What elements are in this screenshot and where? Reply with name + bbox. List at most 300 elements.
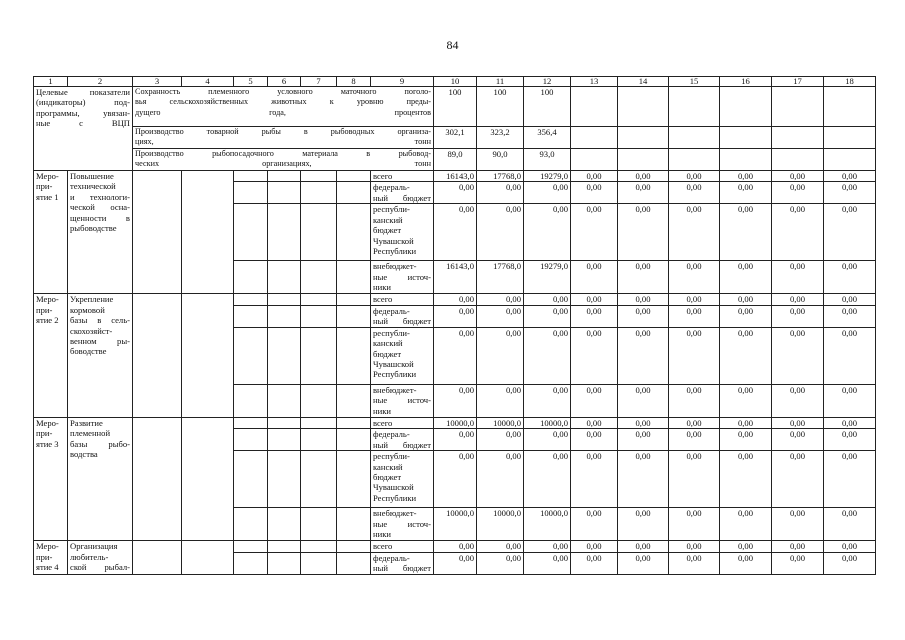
empty-cell xyxy=(234,451,268,508)
funding-value: 0,00 xyxy=(434,204,477,261)
funding-value: 0,00 xyxy=(669,384,720,417)
funding-value: 0,00 xyxy=(571,204,618,261)
target-description-line: Производство товарной рыбы в рыбоводных организа- xyxy=(135,127,431,136)
funding-value: 0,00 xyxy=(772,429,824,451)
empty-cell xyxy=(301,552,337,574)
funding-value: 0,00 xyxy=(524,552,571,574)
funding-value: 0,00 xyxy=(477,451,524,508)
funding-source-line: бюджет xyxy=(373,472,402,483)
funding-source-line: ные источ- xyxy=(373,271,431,282)
funding-source-line: внебюджет- xyxy=(373,261,417,272)
column-number: 3 xyxy=(133,77,182,87)
funding-source-line: ный бюджет xyxy=(373,563,431,574)
empty-cell xyxy=(234,171,268,182)
funding-value: 0,00 xyxy=(824,327,876,384)
funding-value: 0,00 xyxy=(618,429,669,451)
funding-value: 0,00 xyxy=(618,327,669,384)
funding-value: 0,00 xyxy=(772,305,824,327)
funding-value: 10000,0 xyxy=(524,417,571,428)
measure-id-line: Меро- xyxy=(36,417,59,428)
measure-name xyxy=(68,294,133,417)
measure-name-line: базы в сель- xyxy=(70,315,130,326)
funding-row xyxy=(34,294,876,305)
funding-value: 0,00 xyxy=(618,508,669,541)
funding-row xyxy=(34,171,876,182)
funding-value: 0,00 xyxy=(720,305,772,327)
funding-value: 0,00 xyxy=(669,305,720,327)
funding-value: 16143,0 xyxy=(434,261,477,294)
empty-cell xyxy=(301,305,337,327)
funding-value: 0,00 xyxy=(669,552,720,574)
funding-row xyxy=(34,541,876,552)
empty-cell xyxy=(720,149,772,171)
empty-cell xyxy=(337,552,371,574)
target-description xyxy=(133,149,434,171)
target-value: 100 xyxy=(434,87,477,127)
target-description-line: Производство рыбопосадочного материала в рыбовод- xyxy=(135,149,431,158)
empty-cell xyxy=(268,182,301,204)
funding-source-line: федераль- xyxy=(373,552,410,563)
funding-source-line: бюджет xyxy=(373,348,402,359)
measure-name-line: кормовой xyxy=(70,304,105,315)
funding-value: 19279,0 xyxy=(524,171,571,182)
funding-source xyxy=(371,508,434,541)
target-description xyxy=(133,127,434,149)
empty-cell xyxy=(301,204,337,261)
funding-value: 0,00 xyxy=(618,305,669,327)
empty-cell xyxy=(268,541,301,552)
funding-value: 0,00 xyxy=(618,541,669,552)
empty-cell xyxy=(337,541,371,552)
funding-value: 0,00 xyxy=(772,182,824,204)
empty-cell xyxy=(268,552,301,574)
funding-value: 19279,0 xyxy=(524,261,571,294)
funding-value: 0,00 xyxy=(669,294,720,305)
funding-source-line: федераль- xyxy=(373,182,410,193)
funding-value: 0,00 xyxy=(434,294,477,305)
funding-value: 0,00 xyxy=(524,384,571,417)
funding-value: 0,00 xyxy=(720,541,772,552)
measure-name-line: Повышение xyxy=(70,171,114,181)
funding-value: 0,00 xyxy=(618,261,669,294)
empty-cell xyxy=(772,127,824,149)
funding-source xyxy=(371,182,434,204)
funding-value: 0,00 xyxy=(824,294,876,305)
empty-cell xyxy=(301,261,337,294)
funding-value: 17768,0 xyxy=(477,261,524,294)
funding-value: 0,00 xyxy=(669,204,720,261)
funding-value: 0,00 xyxy=(571,261,618,294)
empty-cell xyxy=(824,149,876,171)
funding-value: 0,00 xyxy=(477,541,524,552)
measure-name xyxy=(68,171,133,294)
funding-value: 0,00 xyxy=(571,552,618,574)
funding-value: 0,00 xyxy=(824,508,876,541)
target-value: 100 xyxy=(524,87,571,127)
funding-value: 0,00 xyxy=(669,541,720,552)
empty-cell xyxy=(669,149,720,171)
funding-value: 0,00 xyxy=(434,552,477,574)
target-value: 302,1 xyxy=(434,127,477,149)
column-number: 2 xyxy=(68,77,133,87)
target-label-line: программы, увязан- xyxy=(36,107,130,118)
column-number: 10 xyxy=(434,77,477,87)
target-label xyxy=(34,87,133,171)
empty-cell xyxy=(268,327,301,384)
funding-value: 0,00 xyxy=(772,261,824,294)
measure-name-line: щенности в xyxy=(70,212,130,223)
measure-name xyxy=(68,541,133,574)
funding-value: 0,00 xyxy=(669,508,720,541)
empty-cell xyxy=(234,294,268,305)
target-value: 90,0 xyxy=(477,149,524,171)
funding-source-line: Республики xyxy=(373,369,417,380)
column-number: 1 xyxy=(34,77,68,87)
column-number: 4 xyxy=(182,77,234,87)
funding-value: 0,00 xyxy=(571,327,618,384)
funding-source xyxy=(371,541,434,552)
funding-value: 0,00 xyxy=(720,552,772,574)
funding-value: 0,00 xyxy=(477,305,524,327)
measure-name-line: боводстве xyxy=(70,346,107,357)
funding-value: 0,00 xyxy=(772,171,824,182)
measure-id xyxy=(34,294,68,417)
empty-cell xyxy=(234,204,268,261)
column-number: 16 xyxy=(720,77,772,87)
funding-source xyxy=(371,305,434,327)
column-number: 12 xyxy=(524,77,571,87)
measure-name xyxy=(68,417,133,540)
funding-value: 0,00 xyxy=(720,384,772,417)
empty-cell xyxy=(772,149,824,171)
funding-source xyxy=(371,204,434,261)
empty-cell xyxy=(268,261,301,294)
funding-value: 0,00 xyxy=(669,429,720,451)
funding-value: 0,00 xyxy=(571,182,618,204)
funding-value: 0,00 xyxy=(720,261,772,294)
funding-value: 0,00 xyxy=(720,327,772,384)
measure-name-line: технической xyxy=(70,181,116,192)
empty-cell xyxy=(337,305,371,327)
funding-value: 0,00 xyxy=(571,294,618,305)
empty-cell xyxy=(618,127,669,149)
target-label-line: ные с ВЦП xyxy=(36,118,130,129)
funding-value: 0,00 xyxy=(434,541,477,552)
empty-cell xyxy=(234,182,268,204)
measure-id-line: при- xyxy=(36,428,53,439)
funding-value: 0,00 xyxy=(434,384,477,417)
empty-cell xyxy=(234,541,268,552)
target-description-line: Сохранность племенного условного маточного поголо- xyxy=(135,87,431,96)
measure-name-line: Укрепление xyxy=(70,294,114,305)
funding-value: 10000,0 xyxy=(477,508,524,541)
funding-value: 0,00 xyxy=(772,384,824,417)
empty-cell xyxy=(234,305,268,327)
empty-cell xyxy=(720,87,772,127)
target-description-line: ческих организациях, тонн xyxy=(135,159,431,169)
funding-value: 0,00 xyxy=(772,294,824,305)
empty-cell xyxy=(669,87,720,127)
column-number: 18 xyxy=(824,77,876,87)
funding-value: 0,00 xyxy=(477,429,524,451)
funding-source-line: ные источ- xyxy=(373,395,431,406)
column-number: 9 xyxy=(371,77,434,87)
column-number-row xyxy=(34,77,876,87)
target-label-line: (индикаторы) под- xyxy=(36,97,130,108)
empty-cell xyxy=(669,127,720,149)
empty-cell xyxy=(268,451,301,508)
funding-value: 0,00 xyxy=(669,451,720,508)
empty-cell xyxy=(301,508,337,541)
funding-value: 0,00 xyxy=(524,541,571,552)
funding-value: 10000,0 xyxy=(477,417,524,428)
funding-value: 0,00 xyxy=(824,261,876,294)
empty-cell xyxy=(268,508,301,541)
empty-cell xyxy=(182,541,234,574)
target-value: 100 xyxy=(477,87,524,127)
funding-value: 0,00 xyxy=(772,552,824,574)
funding-value: 0,00 xyxy=(772,417,824,428)
funding-value: 0,00 xyxy=(720,171,772,182)
funding-value: 0,00 xyxy=(772,451,824,508)
measure-id-line: ятие 2 xyxy=(36,315,59,326)
funding-value: 0,00 xyxy=(669,417,720,428)
funding-value: 0,00 xyxy=(772,327,824,384)
funding-value: 0,00 xyxy=(618,182,669,204)
empty-cell xyxy=(720,127,772,149)
funding-value: 0,00 xyxy=(477,182,524,204)
target-row xyxy=(34,149,876,171)
measure-name-line: скохозяйст- xyxy=(70,325,113,336)
funding-value: 0,00 xyxy=(824,417,876,428)
empty-cell xyxy=(182,171,234,294)
empty-cell xyxy=(337,261,371,294)
funding-source-line: ный бюджет xyxy=(373,316,431,327)
funding-value: 0,00 xyxy=(824,204,876,261)
empty-cell xyxy=(133,171,182,294)
funding-source-line: Чувашской xyxy=(373,359,414,370)
empty-cell xyxy=(571,127,618,149)
funding-source xyxy=(371,552,434,574)
funding-value: 0,00 xyxy=(524,327,571,384)
funding-value: 0,00 xyxy=(477,384,524,417)
column-number: 14 xyxy=(618,77,669,87)
empty-cell xyxy=(337,182,371,204)
column-number: 6 xyxy=(268,77,301,87)
funding-value: 0,00 xyxy=(524,294,571,305)
funding-value: 0,00 xyxy=(571,429,618,451)
funding-source-line: канский xyxy=(373,338,403,349)
funding-source xyxy=(371,171,434,182)
funding-value: 0,00 xyxy=(434,182,477,204)
empty-cell xyxy=(301,451,337,508)
funding-value: 0,00 xyxy=(618,294,669,305)
empty-cell xyxy=(337,451,371,508)
funding-value: 0,00 xyxy=(618,417,669,428)
funding-value: 0,00 xyxy=(824,552,876,574)
column-number: 13 xyxy=(571,77,618,87)
funding-value: 0,00 xyxy=(772,204,824,261)
funding-value: 0,00 xyxy=(477,327,524,384)
measure-id-line: Меро- xyxy=(36,294,59,305)
funding-value: 0,00 xyxy=(824,182,876,204)
funding-value: 0,00 xyxy=(669,261,720,294)
funding-source-line: Республики xyxy=(373,246,417,257)
funding-source-line: ный бюджет xyxy=(373,439,431,450)
measure-id xyxy=(34,171,68,294)
measure-id xyxy=(34,417,68,540)
measure-id-line: Меро- xyxy=(36,171,59,181)
empty-cell xyxy=(234,552,268,574)
empty-cell xyxy=(301,541,337,552)
funding-value: 0,00 xyxy=(669,182,720,204)
empty-cell xyxy=(268,305,301,327)
funding-source-line: Республики xyxy=(373,492,417,503)
funding-source xyxy=(371,384,434,417)
page-number: 84 xyxy=(446,38,459,52)
funding-value: 0,00 xyxy=(669,327,720,384)
column-number: 15 xyxy=(669,77,720,87)
funding-value: 0,00 xyxy=(720,508,772,541)
funding-value: 0,00 xyxy=(524,429,571,451)
empty-cell xyxy=(182,417,234,540)
funding-value: 0,00 xyxy=(720,294,772,305)
funding-value: 0,00 xyxy=(571,417,618,428)
empty-cell xyxy=(234,417,268,428)
empty-cell xyxy=(133,294,182,417)
funding-value: 0,00 xyxy=(720,204,772,261)
funding-source-line: всего xyxy=(373,417,393,428)
funding-value: 0,00 xyxy=(434,305,477,327)
target-description-line: циях, тонн xyxy=(135,137,431,147)
empty-cell xyxy=(337,508,371,541)
funding-source-line: канский xyxy=(373,461,403,472)
funding-value: 0,00 xyxy=(772,541,824,552)
column-number: 8 xyxy=(337,77,371,87)
funding-source-line: республи- xyxy=(373,204,410,215)
funding-source-line: внебюджет- xyxy=(373,508,417,519)
measure-name-line: Организация xyxy=(70,541,118,552)
empty-cell xyxy=(301,429,337,451)
measure-id-line: ятие 3 xyxy=(36,438,59,449)
funding-value: 0,00 xyxy=(720,429,772,451)
funding-source-line: ники xyxy=(373,529,391,540)
empty-cell xyxy=(618,87,669,127)
funding-value: 16143,0 xyxy=(434,171,477,182)
funding-value: 10000,0 xyxy=(524,508,571,541)
funding-value: 0,00 xyxy=(720,182,772,204)
funding-value: 0,00 xyxy=(824,541,876,552)
target-value: 93,0 xyxy=(524,149,571,171)
funding-source-line: республи- xyxy=(373,327,410,338)
measure-name-line: ской рыбал- xyxy=(70,562,130,573)
funding-value: 0,00 xyxy=(720,417,772,428)
empty-cell xyxy=(301,294,337,305)
funding-value: 0,00 xyxy=(772,508,824,541)
funding-value: 0,00 xyxy=(571,451,618,508)
funding-value: 0,00 xyxy=(434,429,477,451)
measure-id-line: при- xyxy=(36,181,53,192)
empty-cell xyxy=(824,127,876,149)
empty-cell xyxy=(268,417,301,428)
funding-value: 0,00 xyxy=(824,429,876,451)
funding-source xyxy=(371,417,434,428)
funding-source xyxy=(371,261,434,294)
funding-value: 0,00 xyxy=(824,451,876,508)
empty-cell xyxy=(268,171,301,182)
funding-source-line: всего xyxy=(373,541,393,552)
measure-name-line: племенной xyxy=(70,428,111,439)
funding-value: 0,00 xyxy=(669,171,720,182)
empty-cell xyxy=(268,204,301,261)
funding-value: 0,00 xyxy=(571,508,618,541)
measure-name-line: базы рыбо- xyxy=(70,438,130,449)
target-row xyxy=(34,127,876,149)
funding-value: 0,00 xyxy=(524,305,571,327)
funding-value: 0,00 xyxy=(477,294,524,305)
program-table xyxy=(33,76,876,575)
funding-value: 0,00 xyxy=(618,384,669,417)
measure-id-line: при- xyxy=(36,551,53,562)
funding-value: 0,00 xyxy=(434,327,477,384)
target-description-line: вья сельскохозяйственных животных к уровню преды- xyxy=(135,97,431,107)
empty-cell xyxy=(824,87,876,127)
funding-value: 0,00 xyxy=(618,171,669,182)
target-label-line: Целевые показатели xyxy=(36,87,130,97)
funding-source-line: ный бюджет xyxy=(373,192,431,203)
empty-cell xyxy=(337,204,371,261)
funding-source-line: Чувашской xyxy=(373,235,414,246)
measure-name-line: любитель- xyxy=(70,551,109,562)
empty-cell xyxy=(571,149,618,171)
measure-name-line: венном ры- xyxy=(70,336,130,347)
target-description-line: дущего года, процентов xyxy=(135,107,431,117)
funding-value: 0,00 xyxy=(524,451,571,508)
funding-source-line: ные источ- xyxy=(373,518,431,529)
funding-value: 0,00 xyxy=(720,451,772,508)
funding-source-line: бюджет xyxy=(373,225,402,236)
empty-cell xyxy=(337,429,371,451)
measure-name-line: Развитие xyxy=(70,417,103,428)
empty-cell xyxy=(234,261,268,294)
column-number: 17 xyxy=(772,77,824,87)
measure-name-line: ческой осна- xyxy=(70,202,130,213)
empty-cell xyxy=(268,384,301,417)
funding-value: 0,00 xyxy=(571,171,618,182)
empty-cell xyxy=(301,182,337,204)
funding-source-line: федераль- xyxy=(373,305,410,316)
funding-source xyxy=(371,451,434,508)
target-row xyxy=(34,87,876,127)
measure-id xyxy=(34,541,68,574)
funding-value: 0,00 xyxy=(618,552,669,574)
empty-cell xyxy=(301,384,337,417)
measure-name-line: и технологи- xyxy=(70,191,130,202)
column-number: 5 xyxy=(234,77,268,87)
empty-cell xyxy=(337,294,371,305)
measure-name-line: водства xyxy=(70,449,98,460)
empty-cell xyxy=(571,87,618,127)
column-number: 11 xyxy=(477,77,524,87)
funding-row xyxy=(34,417,876,428)
empty-cell xyxy=(234,508,268,541)
funding-source-line: ники xyxy=(373,282,391,293)
empty-cell xyxy=(182,294,234,417)
funding-value: 0,00 xyxy=(571,305,618,327)
empty-cell xyxy=(618,149,669,171)
funding-source xyxy=(371,294,434,305)
empty-cell xyxy=(234,327,268,384)
